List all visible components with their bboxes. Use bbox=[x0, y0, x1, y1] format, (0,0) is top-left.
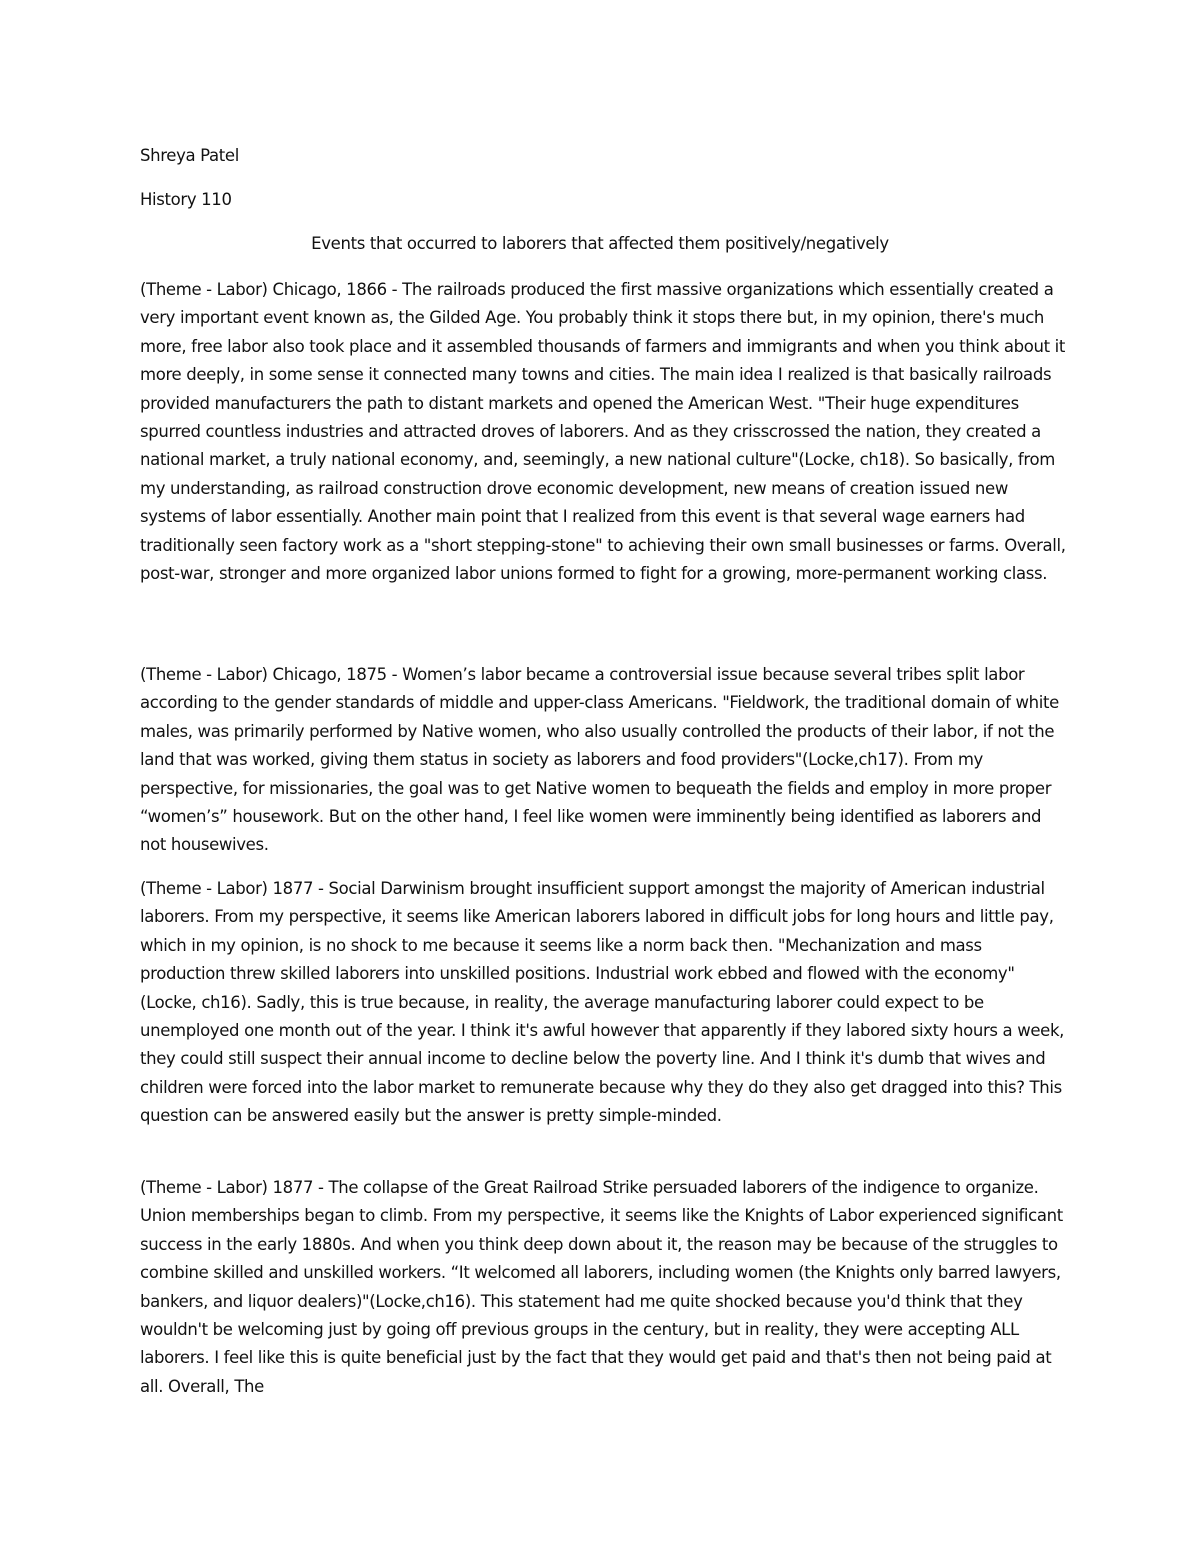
paragraph-1877-railroad-strike: (Theme - Labor) 1877 - The collapse of the Great Railroad Strike persuaded laborers of the indigence to organize. Union memberships began to climb. From my perspective, it seems like the Knights of Labor experienced significant success in the early 1880s. And when you think deep down about it, the reason may be because of the struggles to combine skilled and unskilled workers. “It welcomed all laborers, including women (the Knights only barred lawyers, bankers, and liquor dealers)"(Locke,ch16). This statement had me quite shocked because you'd think that they wouldn't be welcoming just by going off previous groups in the century, but in reality, they were accepting ALL laborers. I feel like this is quite beneficial just by the fact that they would get paid and that's then not being paid at all. Overall, The bbox=[140, 1178, 1063, 1396]
course-name: History 110 bbox=[140, 190, 232, 209]
paragraph-1877-social-darwinism: (Theme - Labor) 1877 - Social Darwinism brought insufficient support amongst the majority of American industrial laborers. From my perspective, it seems like American laborers labored in difficult jobs for long hours and little pay, which in my opinion, is no shock to me because it seems like a norm back then. "Mechanization and mass production threw skilled laborers into unskilled positions. Industrial work ebbed and flowed with the economy"(Locke, ch16). Sadly, this is true because, in reality, the average manufacturing laborer could expect to be unemployed one month out of the year. I think it's awful however that apparently if they labored sixty hours a week, they could still suspect their annual income to decline below the poverty line. And I think it's dumb that wives and children were forced into the labor market to remunerate because why they do they also get dragged into this? This question can be answered easily but the answer is pretty simple-minded. bbox=[140, 879, 1065, 1126]
paragraph-1875-womens-labor: (Theme - Labor) Chicago, 1875 - Women’s labor became a controversial issue because several tribes split labor according to the gender standards of middle and upper-class Americans. "Fieldwork, the traditional domain of white males, was primarily performed by Native women, who also usually controlled the products of their labor, if not the land that was worked, giving them status in society as laborers and food providers"(Locke,ch17). From my perspective, for missionaries, the goal was to get Native women to bequeath the fields and employ in more proper “women’s” housework. But on the other hand, I feel like women were imminently being identified as laborers and not housewives. bbox=[140, 665, 1059, 855]
paragraph-1866-railroads: (Theme - Labor) Chicago, 1866 - The railroads produced the first massive organizations which essentially created a very important event known as, the Gilded Age. You probably think it stops there but, in my opinion, there's much more, free labor also took place and it assembled thousands of farmers and immigrants and when you think about it more deeply, in some sense it connected many towns and cities. The main idea I realized is that basically railroads provided manufacturers the path to distant markets and opened the American West. "Their huge expenditures spurred countless industries and attracted droves of laborers. And as they crisscrossed the nation, they created a national market, a truly national economy, and, seemingly, a new national culture"(Locke, ch18). So basically, from my understanding, as railroad construction drove economic development, new means of creation issued new systems of labor essentially. Another main point that I realized from this event is that several wage earners had traditionally seen factory work as a "short stepping-stone" to achieving their own small businesses or farms. Overall, post-war, stronger and more organized labor unions formed to fight for a growing, more-permanent working class. bbox=[140, 280, 1066, 584]
document-title: Events that occurred to laborers that affected them positively/negatively bbox=[311, 234, 889, 253]
author-name: Shreya Patel bbox=[140, 146, 239, 165]
